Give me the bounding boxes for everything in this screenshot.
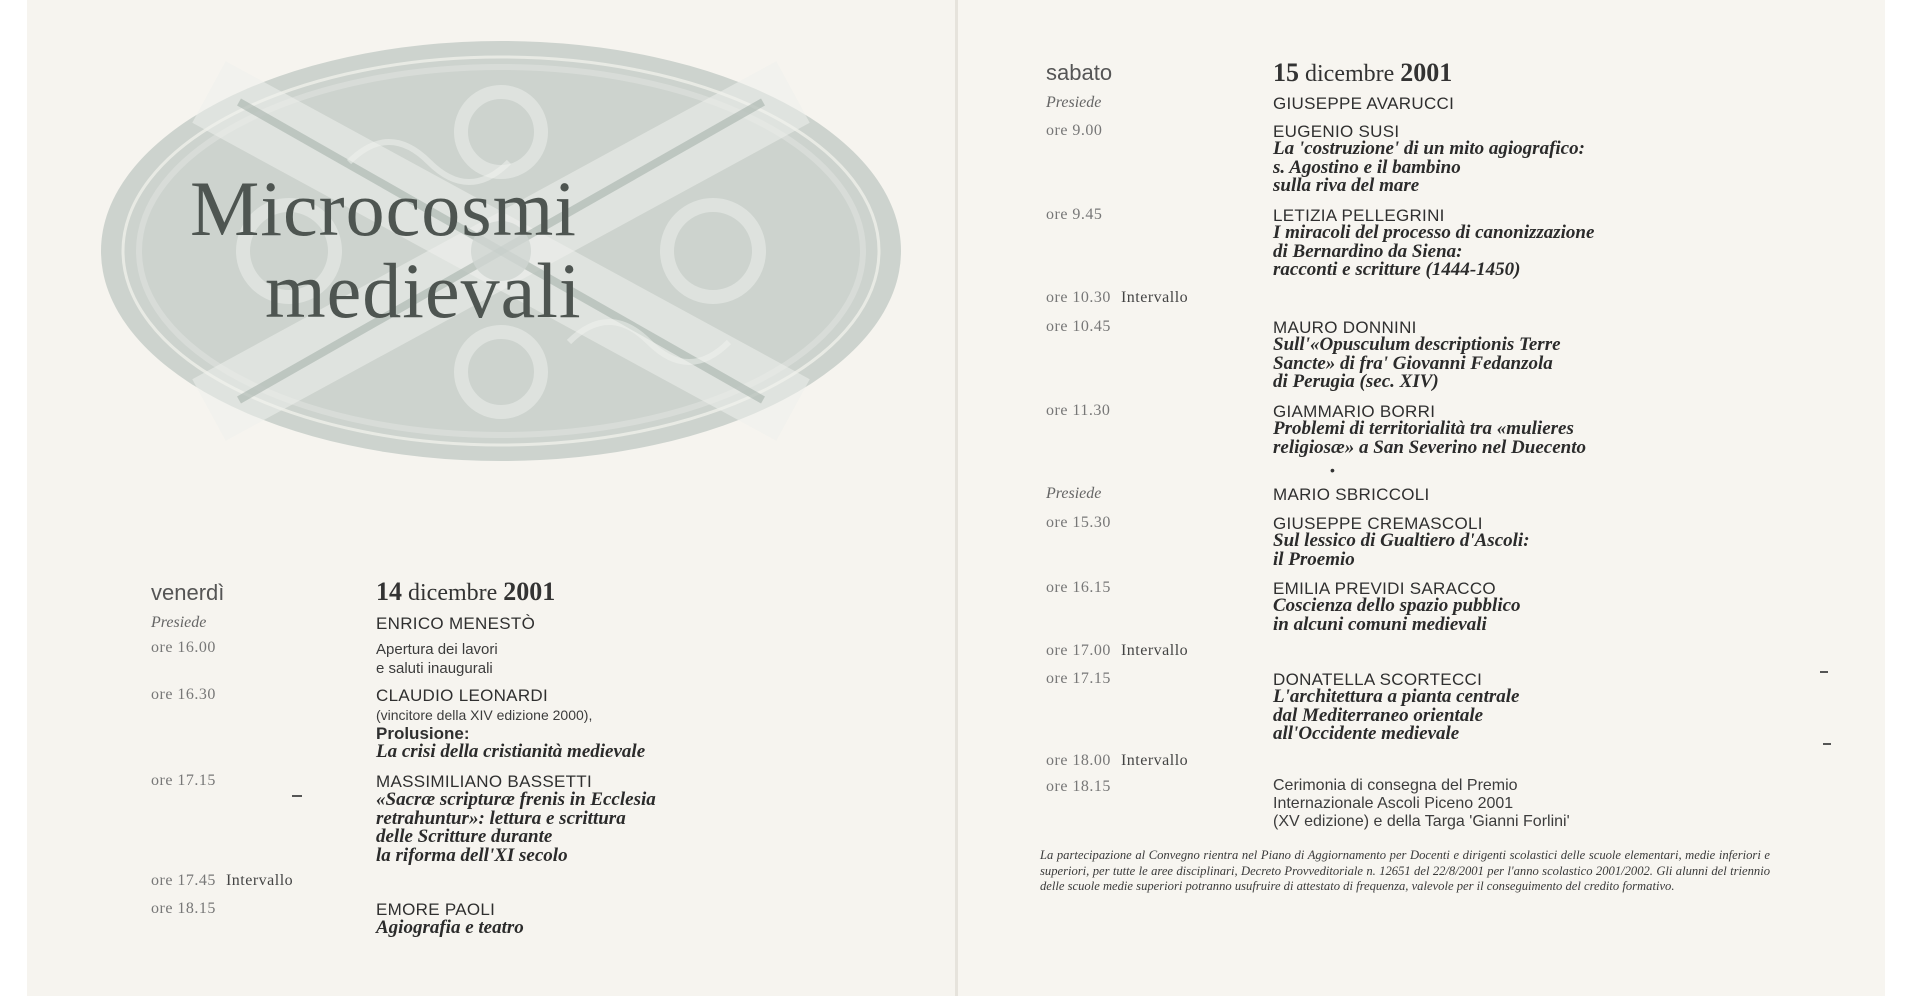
friday-item-time: ore 16.00 — [151, 639, 216, 656]
friday-item-title — [376, 791, 656, 865]
text-line: Internazionale Ascoli Piceno 2001 — [1273, 795, 1514, 812]
saturday-item-title — [1273, 224, 1594, 280]
break-time: ore 10.30 — [1046, 289, 1111, 306]
saturday-date — [1273, 58, 1452, 88]
break-label: Intervallo — [225, 872, 294, 889]
saturday-item-title — [1273, 532, 1530, 569]
break-time: ore 18.00 — [1046, 752, 1111, 769]
saturday-date-num: 15 — [1273, 58, 1299, 87]
title-line: Sancte» di fra' Giovanni Fedanzola — [1273, 352, 1553, 374]
saturday-item-time: ore 17.15 — [1046, 670, 1111, 687]
title-line: dal Mediterraneo orientale — [1273, 704, 1484, 726]
ink-mark — [1823, 743, 1831, 745]
title-line-2: medievali — [265, 247, 582, 334]
ink-mark — [1820, 671, 1828, 673]
title-line: I miracoli del processo di canonizzazione — [1273, 222, 1595, 243]
friday-item-text — [376, 640, 498, 678]
title-line: «Sacræ scripturæ frenis in Ecclesia — [376, 789, 656, 810]
saturday-item-time: ore 18.15 — [1046, 778, 1111, 795]
title-line: s. Agostino e il bambino — [1273, 156, 1461, 178]
title-line: La crisi della cristianità medievale — [376, 741, 646, 762]
saturday-item-time: ore 9.45 — [1046, 206, 1103, 223]
saturday-item-speaker: MAURO DONNINI — [1273, 318, 1417, 337]
saturday-chair-name: GIUSEPPE AVARUCCI — [1273, 94, 1455, 113]
friday-chair-label: Presiede — [151, 614, 207, 631]
saturday-item-speaker: GIAMMARIO BORRI — [1273, 402, 1436, 421]
saturday-break — [1046, 642, 1188, 660]
break-label: Intervallo — [1120, 642, 1189, 659]
saturday-break — [1046, 289, 1188, 307]
saturday-item-title — [1273, 140, 1585, 196]
title-line: Problemi di territorialità tra «mulieres — [1273, 418, 1574, 439]
title-line: religiosæ» a San Severino nel Duecento — [1273, 436, 1586, 458]
break-label: Intervallo — [1120, 752, 1189, 769]
saturday-item-speaker: LETIZIA PELLEGRINI — [1273, 206, 1445, 225]
text-line: (XV edizione) e della Targa 'Gianni Forlini' — [1273, 813, 1570, 830]
saturday-date-month: dicembre — [1305, 61, 1395, 87]
title-line: sulla riva del mare — [1273, 175, 1420, 197]
saturday-item-title — [1273, 420, 1586, 457]
title-line: retrahuntur»: lettura e scrittura — [376, 807, 626, 829]
saturday-item-title — [1273, 688, 1519, 744]
title-line: Agiografia e teatro — [376, 917, 524, 938]
session-separator: • — [1330, 462, 1335, 478]
saturday-item-time: ore 9.00 — [1046, 122, 1103, 139]
title-line: all'Occidente medievale — [1273, 723, 1460, 745]
friday-date-year: 2001 — [503, 577, 556, 606]
saturday-day: sabato — [1046, 60, 1113, 85]
title-line: delle Scritture durante — [376, 826, 553, 848]
title-line: Coscienza dello spazio pubblico — [1273, 595, 1521, 616]
title-line: racconti e scritture (1444-1450) — [1273, 259, 1521, 281]
text-line: Cerimonia di consegna del Premio — [1273, 777, 1518, 794]
friday-date — [376, 577, 555, 607]
title-line: in alcuni comuni medievali — [1273, 613, 1487, 635]
break-label: Intervallo — [1120, 289, 1189, 306]
friday-item-time: ore 16.30 — [151, 686, 216, 703]
ink-mark — [292, 795, 302, 797]
friday-item-speaker: MASSIMILIANO BASSETTI — [376, 772, 593, 791]
friday-day: venerdì — [151, 580, 225, 605]
title-line: di Bernardino da Siena: — [1273, 240, 1463, 262]
break-time: ore 17.00 — [1046, 642, 1111, 659]
friday-date-month: dicembre — [408, 580, 498, 606]
title-line: la riforma dell'XI secolo — [376, 844, 568, 866]
saturday-item-speaker: EMILIA PREVIDI SARACCO — [1273, 579, 1496, 598]
saturday-item-speaker: DONATELLA SCORTECCI — [1273, 670, 1483, 689]
saturday-item-time: ore 15.30 — [1046, 514, 1111, 531]
page-fold — [955, 0, 958, 996]
title-line: Sull'«Opusculum descriptionis Terre — [1273, 334, 1561, 355]
friday-item-speaker: CLAUDIO LEONARDI — [376, 686, 549, 705]
friday-date-num: 14 — [376, 577, 402, 606]
break-time: ore 17.45 — [151, 872, 216, 889]
footnote: La partecipazione al Convegno rientra nel Piano di Aggiornamento per Docenti e dirigenti scolastici delle scuole elementari, medie inferiori e superiori, per tutte le aree disciplinari, Decreto Provveditoriale n. 12651 del 22/8/2001 per l'anno scolastico 2001/2002. Gli alunni del triennio delle scuole medie superiori potranno usufruire di attestato di frequenza, valevole per il conseguimento del credito formativo. — [1040, 848, 1770, 894]
saturday-item-time: ore 10.45 — [1046, 318, 1111, 335]
saturday-item-speaker: GIUSEPPE CREMASCOLI — [1273, 514, 1483, 533]
saturday-item-time: ore 16.15 — [1046, 579, 1111, 596]
friday-item-line: e saluti inaugurali — [376, 660, 493, 677]
title-line-1: Microcosmi — [190, 165, 577, 252]
saturday-item-title — [1273, 336, 1561, 392]
title-line: Sul lessico di Gualtiero d'Ascoli: — [1273, 530, 1530, 551]
friday-item-title — [376, 919, 524, 938]
friday-item-prolusione: Prolusione: — [376, 724, 470, 743]
saturday-date-year: 2001 — [1400, 58, 1453, 87]
friday-item-time: ore 17.15 — [151, 772, 216, 789]
friday-break — [151, 872, 293, 890]
friday-item-time: ore 18.15 — [151, 900, 216, 917]
title-line: il Proemio — [1273, 548, 1355, 570]
saturday-item-title — [1273, 597, 1521, 634]
friday-chair-name: ENRICO MENESTÒ — [376, 614, 536, 633]
title-line: La 'costruzione' di un mito agiografico: — [1273, 138, 1585, 159]
saturday-chair-label-2: Presiede — [1046, 485, 1102, 502]
saturday-chair-name-2: MARIO SBRICCOLI — [1273, 485, 1430, 504]
friday-item-speaker: EMORE PAOLI — [376, 900, 496, 919]
friday-item-line: Apertura dei lavori — [376, 641, 498, 658]
saturday-break — [1046, 752, 1188, 770]
title-line: L'architettura a pianta centrale — [1273, 686, 1520, 707]
saturday-chair-label: Presiede — [1046, 94, 1102, 111]
friday-item-note: (vincitore della XIV edizione 2000), — [376, 707, 593, 723]
saturday-item-text — [1273, 777, 1570, 831]
saturday-item-time: ore 11.30 — [1046, 402, 1111, 419]
saturday-item-speaker: EUGENIO SUSI — [1273, 122, 1400, 141]
friday-item-title — [376, 743, 645, 762]
title-line: di Perugia (sec. XIV) — [1273, 371, 1439, 393]
